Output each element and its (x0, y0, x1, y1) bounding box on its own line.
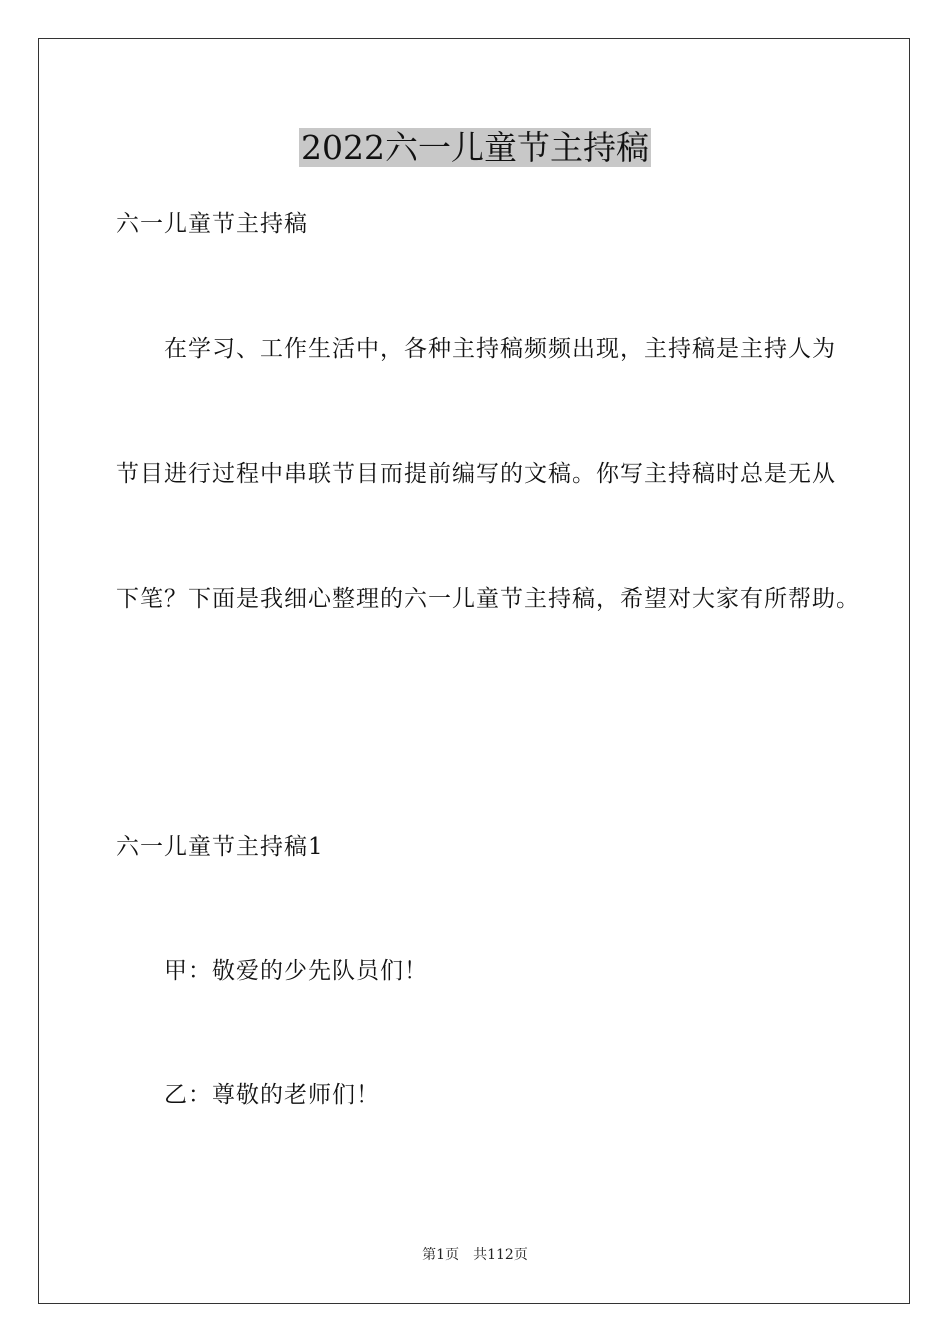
page-footer (0, 1245, 950, 1265)
intro-line-3: 下笔？下面是我细心整理的六一儿童节主持稿，希望对大家有所帮助。 (116, 586, 860, 612)
intro-line-1: 在学习、工作生活中，各种主持稿频频出现，主持稿是主持人为 (164, 336, 836, 362)
dialogue-line-1: 甲：敬爱的少先队员们！ (164, 958, 428, 984)
page-number: 第1页 (422, 1247, 460, 1263)
document-title (0, 126, 950, 170)
page-total: 共112页 (473, 1247, 528, 1263)
document-subtitle: 六一儿童节主持稿 (116, 211, 308, 237)
section-heading: 六一儿童节主持稿1 (116, 834, 324, 860)
dialogue-line-2: 乙：尊敬的老师们！ (164, 1082, 380, 1108)
intro-line-2: 节目进行过程中串联节目而提前编写的文稿。你写主持稿时总是无从 (116, 461, 836, 487)
document-title-text: 2022六一儿童节主持稿 (301, 128, 649, 167)
